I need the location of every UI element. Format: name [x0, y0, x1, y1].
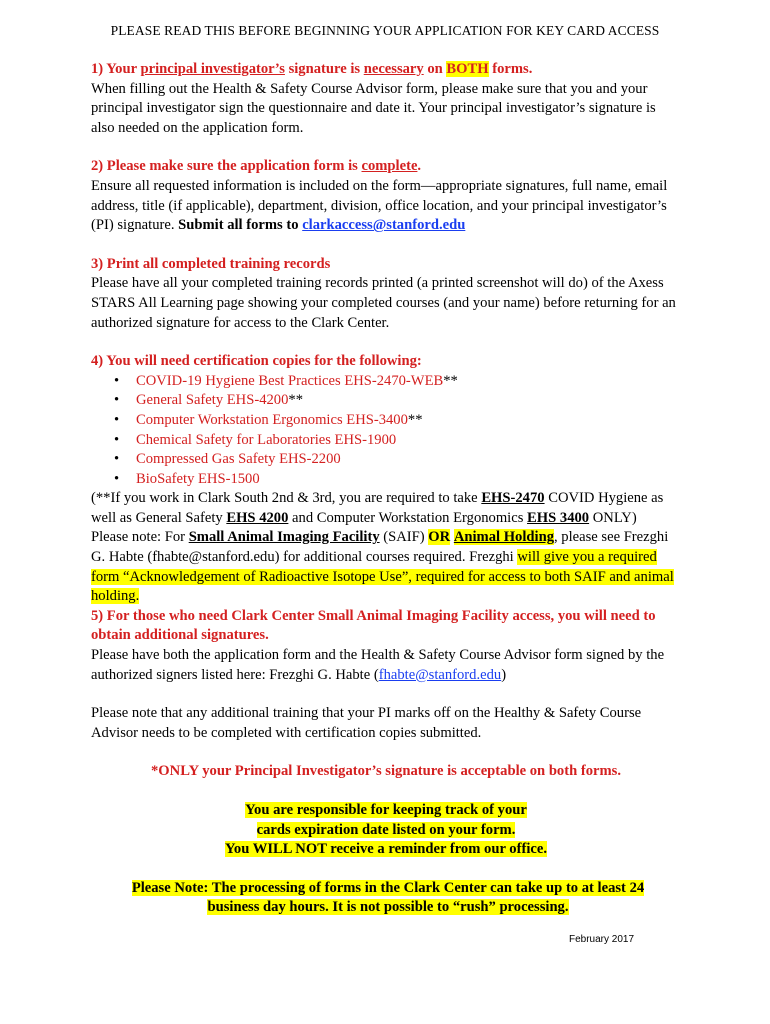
bullet-icon: • [114, 392, 120, 409]
processing-line-2: business day hours. It is not possible to “rush” processing. [207, 899, 569, 916]
pn-c: (SAIF) [379, 529, 429, 546]
pn-d: OR [428, 529, 451, 546]
s1-d: necessary [363, 61, 424, 77]
cert-star: ** [288, 392, 303, 409]
expiration-line-3: You WILL NOT receive a reminder from our office. [225, 841, 547, 858]
section-9 [83, 879, 693, 918]
footer-date: February 2017 [569, 934, 635, 945]
s5-close: ) [501, 666, 507, 683]
section-3-body: Please have all your completed training records printed (a printed screenshot will do) of the Axess STARS All Learning page showing your completed courses (and your name) before returning for an authorized signature for access to the Clark Center. [91, 275, 676, 331]
s2-submit: Submit all forms to [178, 217, 303, 234]
fhabte-email-link[interactable]: fhabte@stanford.edu [378, 666, 502, 683]
saif-note [91, 528, 681, 606]
list-item [114, 411, 681, 431]
clark-south-note [91, 489, 681, 528]
note-b: EHS-2470 [481, 490, 545, 507]
section-8 [91, 801, 681, 860]
section-7 [91, 762, 681, 782]
section-2-title [91, 157, 681, 177]
s1-c: signature is [284, 61, 364, 77]
expiration-line-1: You are responsible for keeping track of your [245, 802, 527, 818]
s5-body: Please have both the application form and the Health & Safety Course Advisor form signed by the authorized signers listed here: Frezghi G. Habte ( [91, 647, 665, 683]
list-item [114, 372, 681, 392]
cert-text: Chemical Safety for Laboratories EHS-1900 [136, 431, 397, 448]
section-6 [91, 704, 681, 743]
pn-f: Animal Holding [453, 529, 554, 546]
note-c: COVID Hygiene as well as General Safety [91, 490, 664, 526]
document-body [91, 60, 681, 918]
bullet-icon: • [114, 470, 120, 487]
s2-c: . [417, 158, 422, 175]
page-header: PLEASE READ THIS BEFORE BEGINNING YOUR APPLICATION FOR KEY CARD ACCESS [110, 23, 660, 38]
cert-star: ** [443, 372, 458, 389]
note-d: EHS 4200 [226, 509, 289, 526]
s2-b: complete [361, 158, 418, 175]
section-2 [91, 157, 681, 235]
s2-a: 2) Please make sure the application form is [91, 158, 362, 175]
s2-body: Ensure all requested information is included on the form—appropriate signatures, full name, email address, title (if applicable), department, division, office location, and your principal investigator’s (PI) signature. [91, 177, 668, 234]
section-5 [91, 607, 681, 685]
section-3 [91, 255, 681, 333]
s1-both-highlight: BOTH [446, 61, 489, 77]
s1-a: 1) Your [91, 61, 141, 77]
section-2-body [91, 177, 681, 236]
section-1-title [91, 60, 681, 80]
bullet-icon: • [114, 372, 120, 389]
list-item [114, 431, 681, 451]
note-g: ONLY) [589, 509, 637, 526]
cert-text: BioSafety EHS-1500 [136, 470, 260, 487]
cert-text: Computer Workstation Ergonomics EHS-3400 [136, 411, 408, 428]
bullet-icon: • [114, 451, 120, 468]
s1-e: on [423, 61, 447, 77]
note-a: (**If you work in Clark South 2nd & 3rd, you are required to take [91, 490, 482, 507]
note-e: and Computer Workstation Ergonomics [288, 509, 528, 526]
section-1 [91, 60, 681, 138]
section-5-title: 5) For those who need Clark Center Small Animal Imaging Facility access, you will need to obtain additional signatures. [91, 607, 656, 644]
pn-b: Small Animal Imaging Facility [188, 529, 380, 546]
processing-line-1: Please Note: The processing of forms in the Clark Center can take up to at least 24 [131, 879, 645, 896]
certification-list [91, 372, 681, 490]
section-3-title: 3) Print all completed training records [91, 255, 331, 272]
section-4 [91, 352, 681, 607]
section-5-body [91, 646, 681, 685]
s1-g: forms. [488, 61, 533, 77]
list-item [114, 391, 681, 411]
expiration-line-2: cards expiration date listed on your form. [256, 821, 516, 838]
note-f: EHS 3400 [527, 509, 590, 526]
bullet-icon: • [114, 431, 120, 448]
pn-a: Please note: For [91, 529, 189, 546]
bullet-icon: • [114, 411, 120, 428]
cert-text: General Safety EHS-4200 [136, 392, 289, 409]
list-item [114, 450, 681, 470]
pi-signature-note: *ONLY your Principal Investigator’s signature is acceptable on both forms. [151, 763, 621, 780]
cert-text: Compressed Gas Safety EHS-2200 [136, 451, 341, 468]
pn-g: , please see Frezghi G. Habte (fhabte@stanford.edu) for additional courses required. Frezghi [91, 529, 669, 566]
pn-h-highlight: will give you a required form “Acknowledgement of Radioactive Isotope Use”, required for access to both SAIF and animal holding. [91, 549, 674, 605]
training-note: Please note that any additional training that your PI marks off on the Healthy & Safety Course Advisor needs to be completed with certification copies submitted. [91, 705, 642, 741]
s1-b: principal investigator’s [140, 61, 285, 77]
list-item [114, 470, 681, 490]
cert-text: COVID-19 Hygiene Best Practices EHS-2470-WEB [136, 372, 444, 389]
cert-star: ** [407, 411, 423, 428]
clarkaccess-email-link[interactable]: clarkaccess@stanford.edu [302, 217, 466, 234]
section-1-body: When filling out the Health & Safety Course Advisor form, please make sure that you and your principal investigator sign the questionnaire and date it. Your principal investigator’s signature is also needed on the application form. [91, 80, 656, 136]
section-4-title: 4) You will need certification copies for the following: [91, 353, 422, 370]
